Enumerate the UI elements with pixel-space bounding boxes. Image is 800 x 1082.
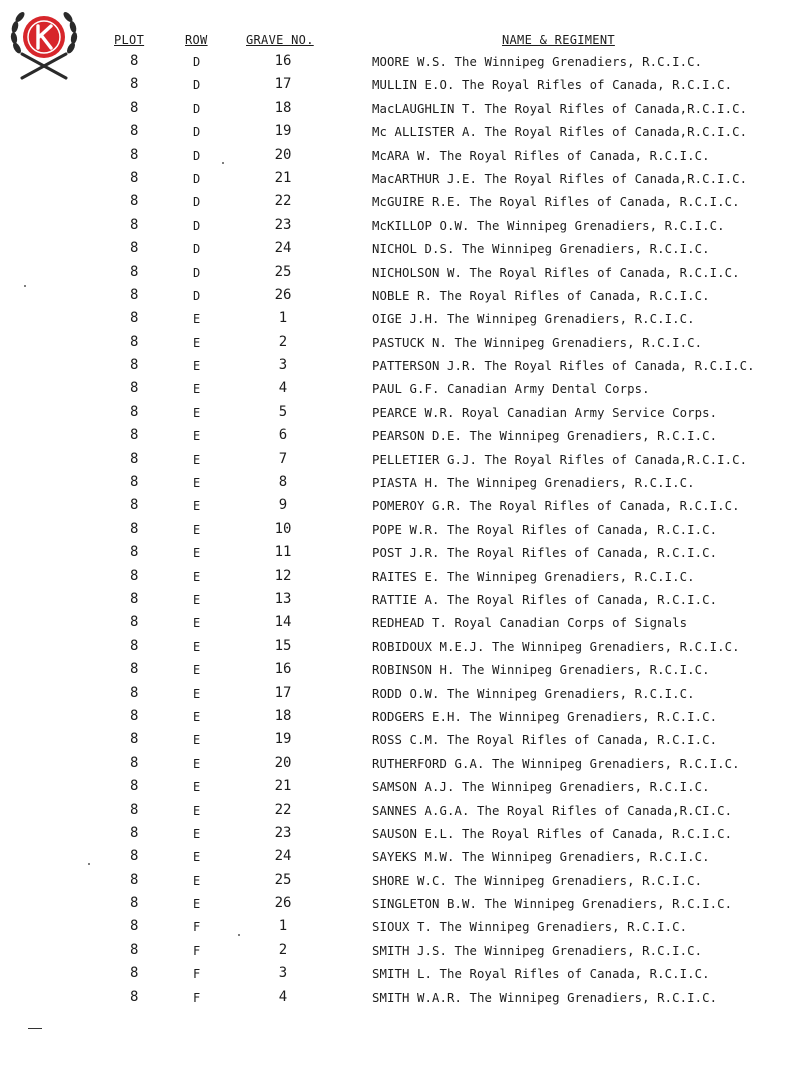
table-row	[0, 122, 800, 145]
plot-column-header: PLOT	[114, 33, 145, 47]
row-cell: D	[193, 195, 201, 210]
name-regiment-cell: SMITH J.S. The Winnipeg Grenadiers, R.C.I.C.	[372, 943, 703, 958]
grave-no-cell: 22	[274, 193, 292, 210]
grave-no-cell: 15	[274, 637, 292, 654]
plot-cell: 8	[130, 427, 139, 444]
table-row	[0, 309, 800, 332]
row-cell: E	[193, 756, 201, 771]
grave-no-cell: 22	[274, 801, 292, 818]
row-cell: E	[193, 639, 201, 654]
grave-no-cell: 17	[274, 76, 292, 93]
name-regiment-column-header: NAME & REGIMENT	[502, 33, 615, 47]
scan-speck	[88, 863, 90, 865]
plot-cell: 8	[130, 310, 139, 327]
name-regiment-cell: ROBINSON H. The Winnipeg Grenadiers, R.C.I.C.	[372, 663, 710, 678]
name-regiment-cell: PEARCE W.R. Royal Canadian Army Service Corps.	[372, 405, 718, 420]
grave-no-cell: 25	[274, 871, 292, 888]
grave-no-cell: 2	[278, 941, 288, 958]
row-cell: D	[193, 125, 201, 140]
plot-cell: 8	[130, 450, 139, 467]
plot-cell: 8	[130, 497, 139, 514]
grave-no-cell: 13	[274, 590, 292, 607]
grave-no-cell: 4	[278, 380, 288, 397]
row-cell: D	[193, 101, 201, 116]
grave-no-cell: 23	[274, 216, 292, 233]
name-regiment-cell: ROSS C.M. The Royal Rifles of Canada, R.C.I.C.	[372, 733, 718, 748]
name-regiment-cell: SMITH L. The Royal Rifles of Canada, R.C.I.C.	[372, 967, 710, 982]
plot-cell: 8	[130, 403, 139, 420]
row-cell: D	[193, 265, 201, 280]
row-cell: E	[193, 663, 201, 678]
name-regiment-cell: SHORE W.C. The Winnipeg Grenadiers, R.C.I.C.	[372, 873, 703, 888]
table-row	[0, 496, 800, 519]
name-regiment-cell: PAUL G.F. Canadian Army Dental Corps.	[372, 382, 650, 397]
grave-no-cell: 3	[278, 357, 288, 374]
table-row	[0, 894, 800, 917]
plot-cell: 8	[130, 263, 139, 280]
name-regiment-cell: NICHOLSON W. The Royal Rifles of Canada, R.C.I.C.	[372, 265, 740, 280]
grave-no-cell: 3	[278, 965, 288, 982]
grave-no-cell: 23	[274, 824, 292, 841]
grave-no-cell: 21	[274, 169, 292, 186]
grave-no-cell: 11	[274, 544, 292, 561]
plot-cell: 8	[130, 474, 139, 491]
plot-cell: 8	[130, 895, 139, 912]
row-cell: D	[193, 171, 201, 186]
table-row	[0, 754, 800, 777]
plot-cell: 8	[130, 169, 139, 186]
row-column-header: ROW	[185, 33, 208, 47]
grave-no-cell: 18	[274, 99, 292, 116]
table-row	[0, 239, 800, 262]
grave-no-cell: 16	[274, 661, 292, 678]
grave-no-cell: 19	[274, 123, 292, 140]
name-regiment-cell: Mc ALLISTER A. The Royal Rifles of Canada,R.C.I.C.	[372, 125, 748, 140]
name-regiment-cell: MOORE W.S. The Winnipeg Grenadiers, R.C.I.C.	[372, 55, 703, 69]
table-row	[0, 52, 800, 75]
name-regiment-cell: SAYEKS M.W. The Winnipeg Grenadiers, R.C.I.C.	[372, 850, 710, 865]
plot-cell: 8	[130, 590, 139, 607]
grave-no-cell: 14	[274, 614, 292, 631]
name-regiment-cell: REDHEAD T. Royal Canadian Corps of Signals	[372, 616, 688, 631]
grave-no-cell: 1	[278, 918, 288, 935]
table-row	[0, 543, 800, 566]
table-row	[0, 99, 800, 122]
row-cell: E	[193, 616, 201, 631]
row-cell: E	[193, 359, 201, 374]
row-cell: E	[193, 382, 201, 397]
table-row	[0, 192, 800, 215]
plot-cell: 8	[130, 614, 139, 631]
plot-cell: 8	[130, 333, 139, 350]
table-row	[0, 263, 800, 286]
grave-no-cell: 1	[278, 310, 288, 327]
plot-cell: 8	[130, 918, 139, 935]
row-cell: E	[193, 826, 201, 841]
name-regiment-cell: NOBLE R. The Royal Rifles of Canada, R.C.I.C.	[372, 288, 710, 303]
name-regiment-cell: MacARTHUR J.E. The Royal Rifles of Canada,R.C.I.C.	[372, 171, 748, 186]
name-regiment-cell: SAUSON E.L. The Royal Rifles of Canada, R.C.I.C.	[372, 826, 733, 841]
table-row	[0, 450, 800, 473]
name-regiment-cell: POMEROY G.R. The Royal Rifles of Canada, R.C.I.C.	[372, 499, 740, 514]
table-row	[0, 707, 800, 730]
plot-cell: 8	[130, 637, 139, 654]
row-cell: E	[193, 803, 201, 818]
table-row	[0, 333, 800, 356]
margin-mark	[28, 1028, 42, 1029]
grave-no-cell: 25	[274, 263, 292, 280]
plot-cell: 8	[130, 871, 139, 888]
grave-no-cell: 8	[278, 474, 288, 491]
table-row	[0, 356, 800, 379]
grave-no-cell: 2	[278, 333, 288, 350]
table-row	[0, 590, 800, 613]
table-row	[0, 216, 800, 239]
table-row	[0, 473, 800, 496]
plot-cell: 8	[130, 684, 139, 701]
grave-no-cell: 24	[274, 848, 292, 865]
name-regiment-cell: McKILLOP O.W. The Winnipeg Grenadiers, R.C.I.C.	[372, 218, 725, 233]
table-row	[0, 871, 800, 894]
table-row	[0, 917, 800, 940]
name-regiment-cell: SAMSON A.J. The Winnipeg Grenadiers, R.C.I.C.	[372, 780, 710, 795]
row-cell: E	[193, 335, 201, 350]
plot-cell: 8	[130, 216, 139, 233]
plot-cell: 8	[130, 661, 139, 678]
name-regiment-cell: PIASTA H. The Winnipeg Grenadiers, R.C.I.C.	[372, 476, 695, 491]
plot-cell: 8	[130, 988, 139, 1005]
name-regiment-cell: PATTERSON J.R. The Royal Rifles of Canada, R.C.I.C.	[372, 359, 755, 374]
name-regiment-cell: RODD O.W. The Winnipeg Grenadiers, R.C.I.C.	[372, 686, 695, 701]
grave-no-cell: 20	[274, 754, 292, 771]
scan-speck	[24, 285, 26, 287]
plot-cell: 8	[130, 286, 139, 303]
row-cell: D	[193, 218, 201, 233]
table-row	[0, 801, 800, 824]
scan-speck	[222, 162, 224, 164]
grave-no-cell: 12	[274, 567, 292, 584]
name-regiment-cell: SANNES A.G.A. The Royal Rifles of Canada,R.CI.C.	[372, 803, 733, 818]
row-cell: D	[193, 55, 201, 69]
row-cell: E	[193, 733, 201, 748]
row-cell: E	[193, 850, 201, 865]
name-regiment-cell: NICHOL D.S. The Winnipeg Grenadiers, R.C.I.C.	[372, 242, 710, 257]
table-row	[0, 847, 800, 870]
table-row	[0, 75, 800, 98]
grave-no-cell: 5	[278, 403, 288, 420]
grave-no-cell: 24	[274, 240, 292, 257]
row-cell: E	[193, 522, 201, 537]
row-cell: E	[193, 709, 201, 724]
row-cell: E	[193, 592, 201, 607]
name-regiment-cell: PEARSON D.E. The Winnipeg Grenadiers, R.C.I.C.	[372, 429, 718, 444]
row-cell: E	[193, 476, 201, 491]
plot-cell: 8	[130, 848, 139, 865]
plot-cell: 8	[130, 824, 139, 841]
row-cell: F	[193, 943, 201, 958]
grave-no-cell: 4	[278, 988, 288, 1005]
plot-cell: 8	[130, 731, 139, 748]
row-cell: E	[193, 546, 201, 561]
name-regiment-cell: SIOUX T. The Winnipeg Grenadiers, R.C.I.C.	[372, 920, 688, 935]
name-regiment-cell: RODGERS E.H. The Winnipeg Grenadiers, R.C.I.C.	[372, 709, 718, 724]
grave-no-cell: 6	[278, 427, 288, 444]
name-regiment-cell: RAITES E. The Winnipeg Grenadiers, R.C.I.C.	[372, 569, 695, 584]
plot-cell: 8	[130, 941, 139, 958]
row-cell: E	[193, 873, 201, 888]
row-cell: E	[193, 686, 201, 701]
grave-no-cell: 20	[274, 146, 292, 163]
table-row	[0, 379, 800, 402]
row-cell: E	[193, 429, 201, 444]
row-cell: E	[193, 312, 201, 327]
plot-cell: 8	[130, 380, 139, 397]
grave-no-cell: 21	[274, 778, 292, 795]
grave-no-cell: 16	[274, 53, 292, 69]
table-row	[0, 660, 800, 683]
scan-speck	[238, 934, 240, 936]
table-row	[0, 169, 800, 192]
plot-cell: 8	[130, 76, 139, 93]
plot-cell: 8	[130, 544, 139, 561]
row-cell: D	[193, 242, 201, 257]
row-cell: E	[193, 405, 201, 420]
plot-cell: 8	[130, 123, 139, 140]
name-regiment-cell: RATTIE A. The Royal Rifles of Canada, R.C.I.C.	[372, 592, 718, 607]
table-row	[0, 964, 800, 987]
name-regiment-cell: PELLETIER G.J. The Royal Rifles of Canada,R.C.I.C.	[372, 452, 748, 467]
name-regiment-cell: OIGE J.H. The Winnipeg Grenadiers, R.C.I.C.	[372, 312, 695, 327]
plot-cell: 8	[130, 193, 139, 210]
name-regiment-cell: MULLIN E.O. The Royal Rifles of Canada, R.C.I.C.	[372, 78, 733, 93]
plot-cell: 8	[130, 754, 139, 771]
row-cell: F	[193, 967, 201, 982]
plot-cell: 8	[130, 965, 139, 982]
table-row	[0, 613, 800, 636]
name-regiment-cell: SMITH W.A.R. The Winnipeg Grenadiers, R.C.I.C.	[372, 990, 718, 1005]
grave-no-cell: 7	[278, 450, 288, 467]
table-row	[0, 988, 800, 1011]
name-regiment-cell: POPE W.R. The Royal Rifles of Canada, R.C.I.C.	[372, 522, 718, 537]
grave-no-cell: 26	[274, 895, 292, 912]
row-cell: E	[193, 897, 201, 912]
table-row	[0, 520, 800, 543]
name-regiment-cell: McGUIRE R.E. The Royal Rifles of Canada, R.C.I.C.	[372, 195, 740, 210]
row-cell: E	[193, 452, 201, 467]
plot-cell: 8	[130, 53, 139, 69]
row-cell: E	[193, 780, 201, 795]
row-cell: D	[193, 78, 201, 93]
table-row	[0, 426, 800, 449]
name-regiment-cell: PASTUCK N. The Winnipeg Grenadiers, R.C.I.C.	[372, 335, 703, 350]
grave-no-cell: 10	[274, 520, 292, 537]
plot-cell: 8	[130, 520, 139, 537]
name-regiment-cell: RUTHERFORD G.A. The Winnipeg Grenadiers, R.C.I.C.	[372, 756, 740, 771]
table-row	[0, 286, 800, 309]
name-regiment-cell: SINGLETON B.W. The Winnipeg Grenadiers, R.C.I.C.	[372, 897, 733, 912]
name-regiment-cell: ROBIDOUX M.E.J. The Winnipeg Grenadiers, R.C.I.C.	[372, 639, 740, 654]
grave-register-table	[0, 52, 800, 1011]
row-cell: E	[193, 569, 201, 584]
table-row	[0, 684, 800, 707]
table-row	[0, 567, 800, 590]
plot-cell: 8	[130, 707, 139, 724]
plot-cell: 8	[130, 801, 139, 818]
grave-no-cell: 9	[278, 497, 288, 514]
plot-cell: 8	[130, 357, 139, 374]
name-regiment-cell: McARA W. The Royal Rifles of Canada, R.C.I.C.	[372, 148, 710, 163]
table-row	[0, 941, 800, 964]
plot-cell: 8	[130, 778, 139, 795]
plot-cell: 8	[130, 567, 139, 584]
grave-no-cell: 26	[274, 286, 292, 303]
plot-cell: 8	[130, 240, 139, 257]
plot-cell: 8	[130, 99, 139, 116]
table-row	[0, 730, 800, 753]
table-row	[0, 777, 800, 800]
name-regiment-cell: POST J.R. The Royal Rifles of Canada, R.C.I.C.	[372, 546, 718, 561]
row-cell: E	[193, 499, 201, 514]
plot-cell: 8	[130, 146, 139, 163]
table-row	[0, 637, 800, 660]
grave-no-cell: 18	[274, 707, 292, 724]
grave-no-cell: 17	[274, 684, 292, 701]
row-cell: D	[193, 148, 201, 163]
grave-no-cell: 19	[274, 731, 292, 748]
table-row	[0, 403, 800, 426]
row-cell: F	[193, 920, 201, 935]
table-row	[0, 824, 800, 847]
grave-no-column-header: GRAVE NO.	[246, 33, 314, 47]
name-regiment-cell: MacLAUGHLIN T. The Royal Rifles of Canada,R.C.I.C.	[372, 101, 748, 116]
table-row	[0, 146, 800, 169]
row-cell: D	[193, 288, 201, 303]
row-cell: F	[193, 990, 201, 1005]
